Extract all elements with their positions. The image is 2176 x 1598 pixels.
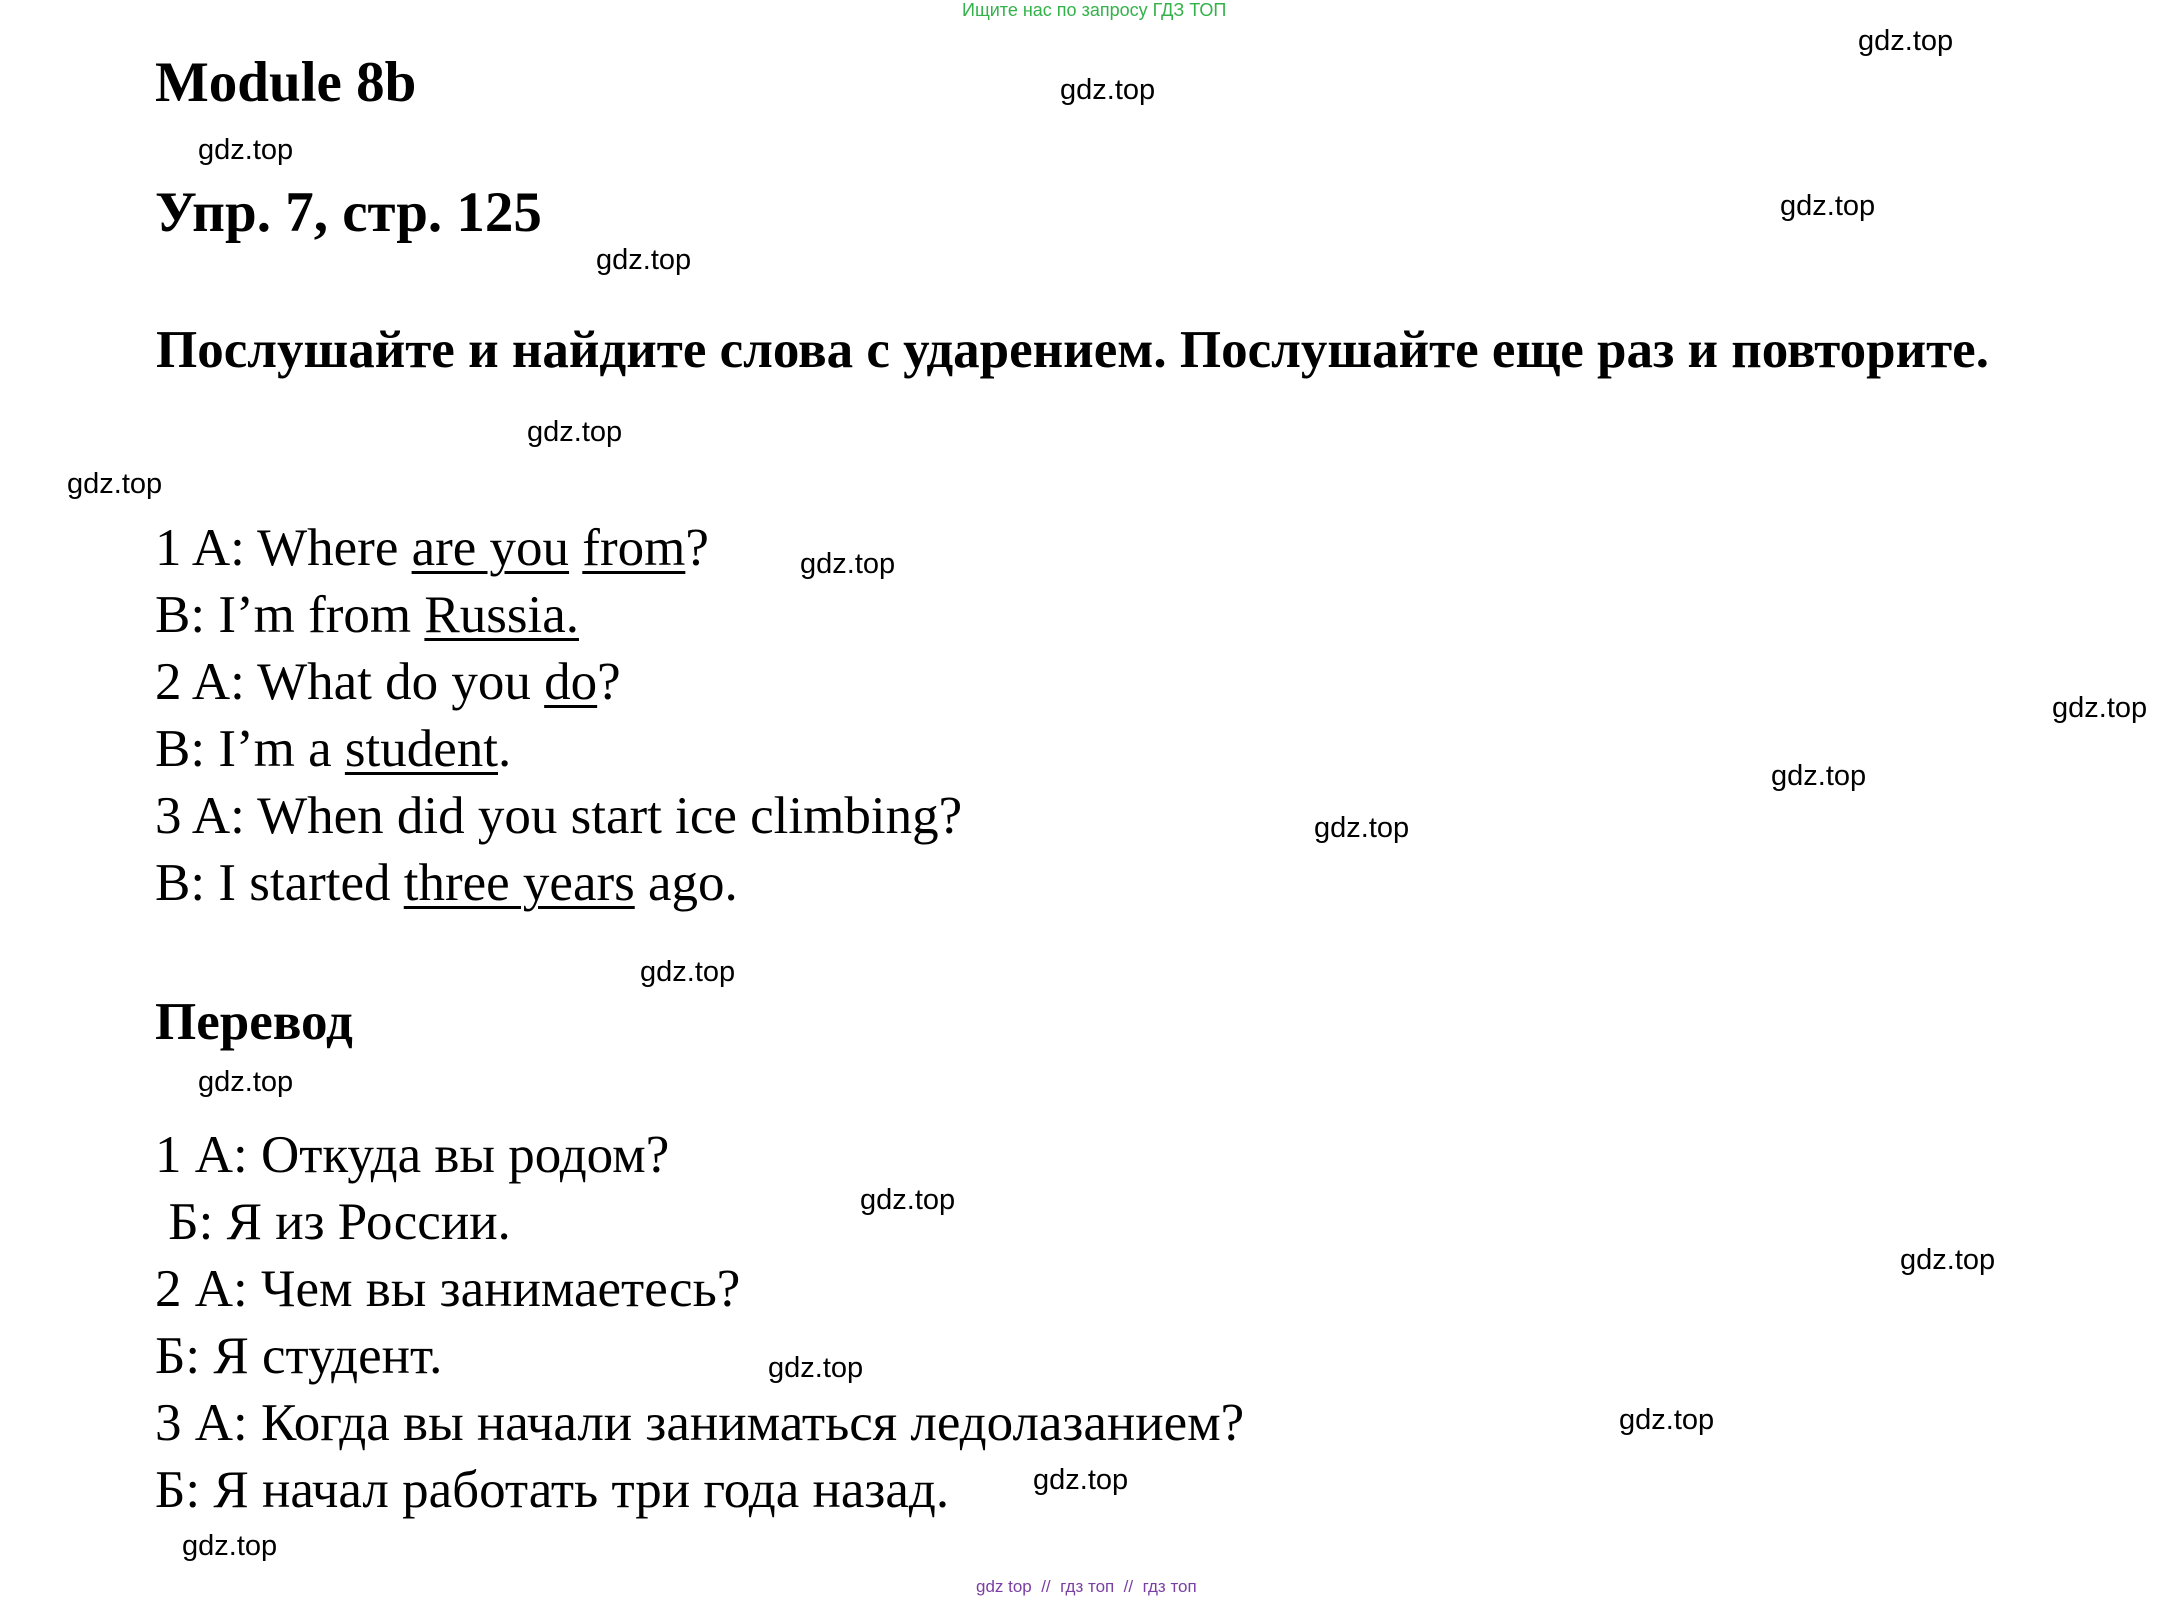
dialogue-line-5 — [155, 786, 962, 846]
dialogue-line-6 — [155, 853, 738, 913]
line-text: ago. — [634, 854, 738, 912]
module-title: Module 8b — [155, 51, 417, 114]
watermark: gdz.top — [1033, 1464, 1129, 1496]
line-text: . — [497, 720, 512, 778]
watermark: gdz.top — [768, 1352, 864, 1384]
footer-links: gdz top // гдз топ // гдз топ — [976, 1577, 1197, 1596]
line-text: ? — [597, 653, 621, 711]
dialogue-line-1 — [155, 518, 709, 578]
line-text: 3 A: When did you start ice climbing? — [155, 787, 963, 845]
line-text: 2 A: What do you — [155, 653, 545, 711]
line-text — [569, 519, 582, 577]
stressed-word: are you — [411, 519, 570, 577]
dialogue-line-4 — [155, 719, 511, 779]
watermark: gdz.top — [182, 1530, 278, 1562]
line-text: B: I started — [155, 854, 404, 912]
translation-line-5: 3 А: Когда вы начали заниматься ледолазанием? — [155, 1394, 1245, 1452]
watermark: gdz.top — [640, 956, 736, 988]
translation-line-2: Б: Я из России. — [155, 1193, 511, 1251]
translation-title: Перевод — [155, 993, 353, 1051]
watermark: gdz.top — [596, 244, 692, 276]
translation-line-4: Б: Я студент. — [155, 1327, 443, 1385]
stressed-word: three years — [403, 854, 635, 912]
dialogue-line-2 — [155, 585, 579, 645]
dialogue-line-3 — [155, 652, 621, 712]
watermark: gdz.top — [527, 416, 623, 448]
stressed-word: do — [544, 653, 598, 711]
line-text: ? — [685, 519, 709, 577]
translation-line-1: 1 А: Откуда вы родом? — [155, 1126, 670, 1184]
watermark: gdz.top — [198, 1066, 294, 1098]
watermark: gdz.top — [67, 468, 163, 500]
line-text: B: I’m from — [155, 586, 425, 644]
watermark: gdz.top — [800, 548, 896, 580]
stressed-word: from — [582, 519, 686, 577]
line-text: 1 A: Where — [155, 519, 412, 577]
watermark: gdz.top — [1900, 1244, 1996, 1276]
watermark: gdz.top — [1060, 74, 1156, 106]
translation-line-6: Б: Я начал работать три года назад. — [155, 1461, 950, 1519]
watermark: gdz.top — [1314, 812, 1410, 844]
watermark: gdz.top — [1780, 190, 1876, 222]
watermark: gdz.top — [1771, 760, 1867, 792]
watermark: gdz.top — [198, 134, 294, 166]
exercise-title: Упр. 7, стр. 125 — [155, 181, 542, 244]
watermark: gdz.top — [2052, 692, 2148, 724]
line-text: B: I’m a — [155, 720, 345, 778]
stressed-word: Russia. — [424, 586, 579, 644]
instruction-text: Послушайте и найдите слова с ударением. Послушайте еще раз и повторите. — [156, 321, 1989, 379]
watermark: gdz.top — [1619, 1404, 1715, 1436]
stressed-word: student — [344, 720, 498, 778]
watermark: gdz.top — [1858, 25, 1954, 57]
watermark: gdz.top — [860, 1184, 956, 1216]
translation-line-3: 2 А: Чем вы занимаетесь? — [155, 1260, 741, 1318]
search-banner: Ищите нас по запросу ГДЗ ТОП — [962, 0, 1227, 20]
